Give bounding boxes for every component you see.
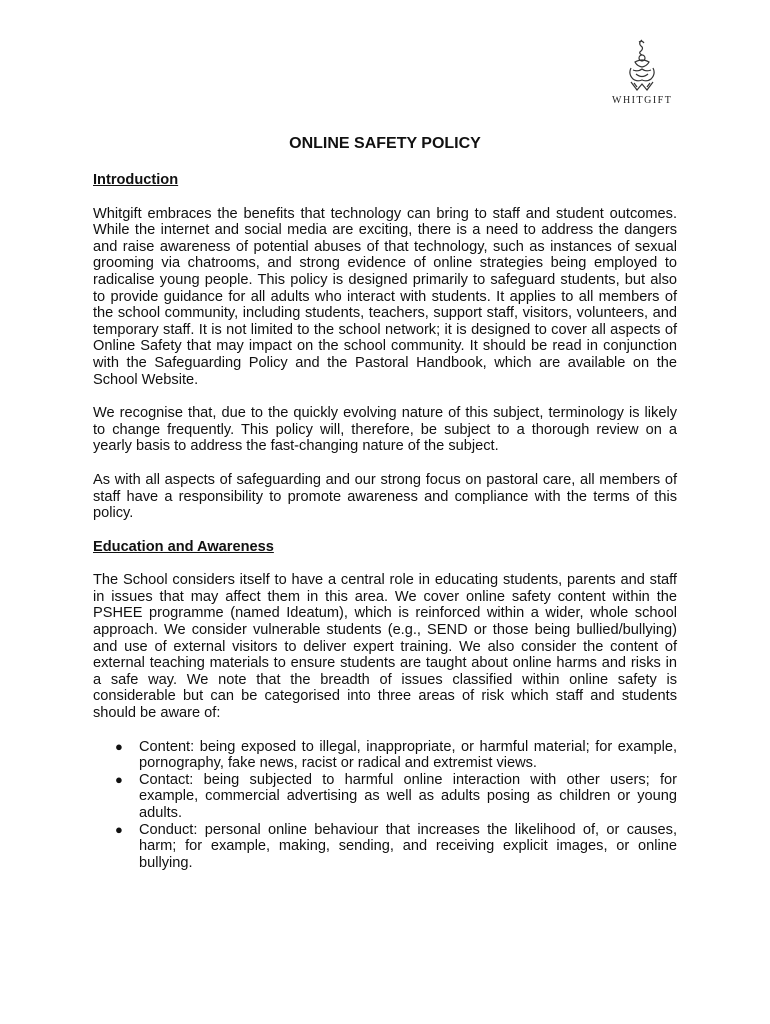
- bullet-dot-icon: ●: [115, 738, 123, 754]
- school-crest-icon: [625, 38, 659, 94]
- bullet-dot-icon: ●: [115, 821, 123, 837]
- section-education-awareness: [93, 539, 677, 872]
- bullet-dot-icon: ●: [115, 771, 123, 787]
- school-logo: [612, 38, 672, 108]
- logo-wordmark: WHITGIFT: [612, 95, 673, 106]
- paragraph: Whitgift embraces the benefits that technology can bring to staff and student outcomes. While the internet and social media are exciting, there is a need to address the dangers and raise awareness of potential abuses of that technology, such as instances of sexual grooming via chatrooms, and strong evidence of online strategies being employed to radicalise young people. This policy is designed primarily to safeguard students, but also to provide guidance for all adults who interact with students. It applies to all members of the school community, including students, teachers, support staff, visitors, volunteers, and temporary staff. It is not limited to the school network; it is designed to cover all aspects of Online Safety that may impact on the school community. It should be read in conjunction with the Safeguarding Policy and the Pastoral Handbook, which are available on the School Website.: [93, 205, 677, 388]
- list-item-text: Conduct: personal online behaviour that increases the likelihood of, or causes, harm; for example, making, sending, and receiving explicit images, or online bullying.: [139, 821, 677, 871]
- list-item: [115, 738, 677, 772]
- paragraph: As with all aspects of safeguarding and our strong focus on pastoral care, all members of staff have a responsibility to promote awareness and compliance with the terms of this policy.: [93, 471, 677, 522]
- list-item-text: Content: being exposed to illegal, inappropriate, or harmful material; for example, pornography, fake news, racist or radical and extremist views.: [139, 738, 677, 772]
- section-heading: Introduction: [93, 172, 179, 188]
- paragraph: We recognise that, due to the quickly evolving nature of this subject, terminology is likely to change frequently. This policy will, therefore, be subject to a thorough review on a yearly basis to address the fast-changing nature of the subject.: [93, 405, 677, 455]
- list-item: [115, 771, 677, 822]
- page-title: ONLINE SAFETY POLICY: [289, 135, 481, 152]
- list-item-text: Contact: being subjected to harmful online interaction with other users; for example, commercial advertising as well as adults posing as children or young adults.: [139, 771, 677, 821]
- list-item: [115, 821, 677, 872]
- paragraph: The School considers itself to have a central role in educating students, parents and staff in issues that may affect them in this area. We cover online safety content within the PSHEE programme (named Ideatum), which is reinforced within a wider, whole school approach. We consider vulnerable students (e.g., SEND or those being bullied/bullying) and use of external visitors to deliver expert training. We also consider the content of external teaching materials to ensure students are taught about online harms and risks in a safe way. We note that the breadth of issues classified within online safety is considerable but can be categorised into three areas of risk which staff and students should be aware of:: [93, 572, 677, 722]
- risk-list: [93, 739, 677, 872]
- section-heading: Education and Awareness: [93, 538, 274, 555]
- document-body: [93, 134, 677, 871]
- section-introduction: [93, 172, 677, 522]
